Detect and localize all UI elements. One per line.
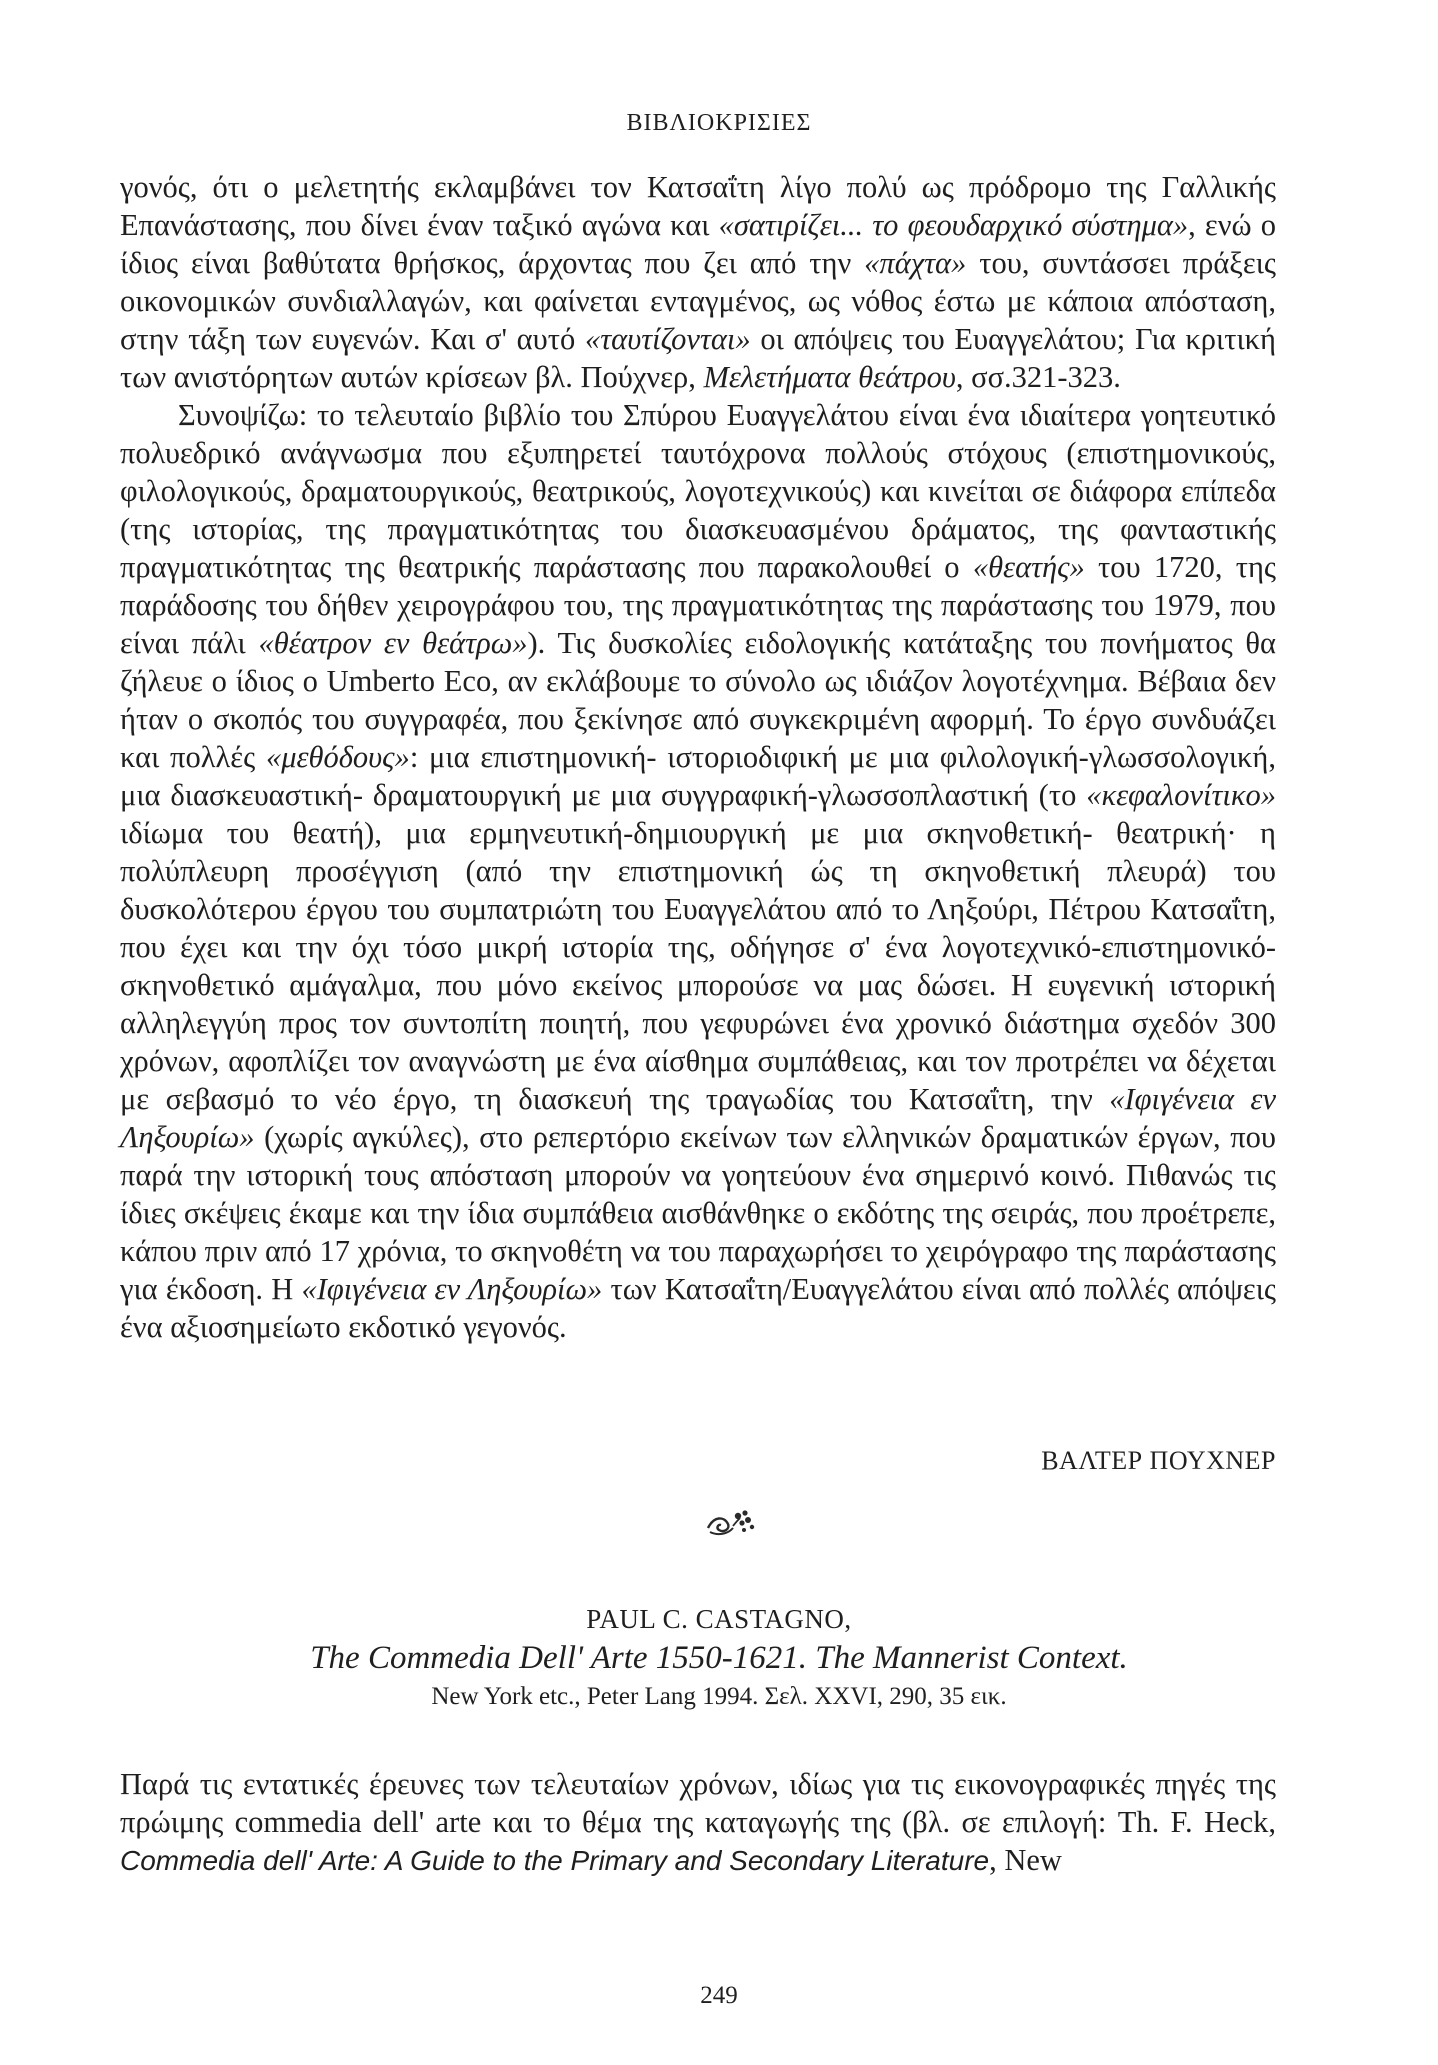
reviewer-signature: ΒΑΛΤΕΡ ΠΟΥΧΝΕΡ — [1041, 1446, 1276, 1475]
review-body — [120, 168, 1276, 1346]
italic-text-segment: «Ιφιγένεια εν Ληξουρίω» — [120, 1082, 1276, 1154]
text-segment: των Κατσαΐτη/Ευαγγελάτου είναι από πολλές απόψεις ένα αξιοσημείωτο εκδοτικό γεγονός. — [120, 1272, 1276, 1344]
text-segment: , New — [989, 1843, 1062, 1877]
text-segment: γονός, ότι ο μελετητής εκλαμβάνει τον Κατσαΐτη λίγο πολύ ως πρόδρομο της Γαλλικής Επανάστασης, που δίνει έναν ταξικό αγώνα και — [120, 170, 1276, 242]
text-segment: οι απόψεις του Ευαγγελάτου; Για κριτική των ανιστόρητων αυτών κρίσεων βλ. Πούχνερ, — [120, 322, 1276, 394]
italic-text-segment: Commedia dell' Arte: A Guide to the Primary and Secondary Literature — [120, 1845, 990, 1876]
italic-text-segment: «πάχτα» — [864, 246, 967, 280]
text-segment: Παρά τις εντατικές έρευνες των τελευταίων χρόνων, ιδίως για τις εικονογραφικές πηγές της πρώιμης commedia dell' arte και το θέμα της καταγωγής της (βλ. σε επιλογή: Th. F. Heck, — [120, 1767, 1276, 1839]
text-segment: ιδίωμα του θεατή), μια ερμηνευτική-δημιουργική με μια σκηνοθετική- θεατρική· η πολύπλευρη προσέγγιση (από την επιστημονική ώς τη σκηνοθετική πλευρά) του δυσκολότερου έργου του συμπατριώτη του Ευαγγελάτου από το Ληξούρι, Πέτρου Κατσαΐτη, που έχει και την όχι τόσο μικρή ιστορία της, οδήγησε σ' ένα λογοτεχνικό-επιστημονικό-σκηνοθετικό αμάγαλμα, που μόνο εκείνος μπορούσε να μας δώσει. Η ευγενική ιστορική αλληλεγγύη προς τον συντοπίτη ποιητή, που γεφυρώνει ένα χρονικό διάστημα σχεδόν 300 χρόνων, αφοπλίζει τον αναγνώστη με ένα αίσθημα συμπάθειας, και τον προτρέπει να δέχεται με σεβασμό το νέο έργο, τη διασκευή της τραγωδίας του Κατσαΐτη, την — [120, 816, 1276, 1116]
italic-text-segment: Μελετήματα θεάτρου — [703, 360, 956, 394]
review-paragraph-2 — [120, 396, 1276, 1346]
italic-text-segment: «ταυτίζονται» — [585, 322, 751, 356]
italic-text-segment: «μεθόδους» — [265, 740, 410, 774]
review-paragraph-1 — [120, 168, 1276, 396]
text-segment: (χωρίς αγκύλες), στο ρεπερτόριο εκείνων των ελληνικών δραματικών έργων, που παρά την ιστορική τους απόσταση μπορούν να γοητεύουν ένα σημερινό κοινό. Πιθανώς τις ίδιες σκέψεις έκαμε και την ίδια συμπάθεια αισθάνθηκε ο εκδότης της σειράς, που προέτρεπε, κάπου πριν από 17 χρόνια, το σκηνοθέτη να του παραχωρήσει το χειρόγραφο της παράστασης για έκδοση. Η — [120, 1120, 1276, 1306]
second-review-paragraph-1 — [120, 1765, 1276, 1880]
italic-text-segment: «Ιφιγένεια εν Ληξουρίω» — [301, 1272, 603, 1306]
text-segment: , ενώ ο ίδιος είναι βαθύτατα θρήσκος, άρχοντας που ζει από την — [120, 208, 1276, 280]
text-segment: , σσ.321-323. — [955, 360, 1121, 394]
floral-fleuron-icon — [700, 1502, 760, 1542]
italic-text-segment: «θεατής» — [972, 550, 1085, 584]
book-imprint: New York etc., Peter Lang 1994. Σελ. XXVI, 290, 35 εικ. — [431, 1683, 1007, 1710]
italic-text-segment: «σατιρίζει... το φεουδαρχικό σύστημα» — [718, 208, 1189, 242]
second-review-body — [120, 1765, 1276, 1880]
italic-text-segment: «κεφαλονίτικο» — [1086, 778, 1276, 812]
text-segment: του, συντάσσει πράξεις οικονομικών συνδιαλλαγών, και φαίνεται ενταγμένος, ως νόθος έστω με κάποια απόσταση, στην τάξη των ευγενών. Και σ' αυτό — [120, 246, 1276, 356]
text-segment: Συνοψίζω: το τελευταίο βιβλίο του Σπύρου Ευαγγελάτου είναι ένα ιδιαίτερα γοητευτικό πολυεδρικό ανάγνωσμα που εξυπηρετεί ταυτόχρονα πολλούς στόχους (επιστημονικούς, φιλολογικούς, δραματουργικούς, θεατρικούς, λογοτεχνικούς) και κινείται σε διάφορα επίπεδα (της ιστορίας, της πραγματικότητας του διασκευασμένου δράματος, της φανταστικής πραγματικότητας της θεατρικής παράστασης που παρακολουθεί ο — [120, 398, 1276, 584]
text-segment: : μια επιστημονική- ιστοριοδιφική με μια φιλολογική-γλωσσολογική, μια διασκευαστική- δραματουργική με μια συγγραφική-γλωσσοπλαστική (το — [120, 740, 1276, 812]
text-segment: του 1720, της παράδοσης του δήθεν χειρογράφου του, της πραγματικότητας της παράστασης του 1979, που είναι πάλι — [120, 550, 1276, 660]
book-citation — [0, 1602, 1438, 1714]
running-head: ΒΙΒΛΙΟΚΡΙΣΙΕΣ — [626, 110, 812, 136]
text-segment: ). Τις δυσκολίες ειδολογικής κατάταξης του πονήματος θα ζήλευε ο ίδιος ο Umberto Eco, αν εκλάβουμε το σύνολο ως ιδιάζον λογοτέχνημα. Βέβαια δεν ήταν ο σκοπός του συγγραφέα, που ξεκίνησε από συγκεκριμένη αφορμή. Το έργο συνδυάζει και πολλές — [120, 626, 1277, 774]
book-author: PAUL C. CASTAGNO, — [586, 1604, 852, 1634]
page-number: 249 — [700, 1982, 738, 2009]
italic-text-segment: «θέατρον εν θεάτρω» — [258, 626, 528, 660]
book-title: The Commedia Dell' Arte 1550-1621. The Mannerist Context. — [310, 1640, 1128, 1676]
